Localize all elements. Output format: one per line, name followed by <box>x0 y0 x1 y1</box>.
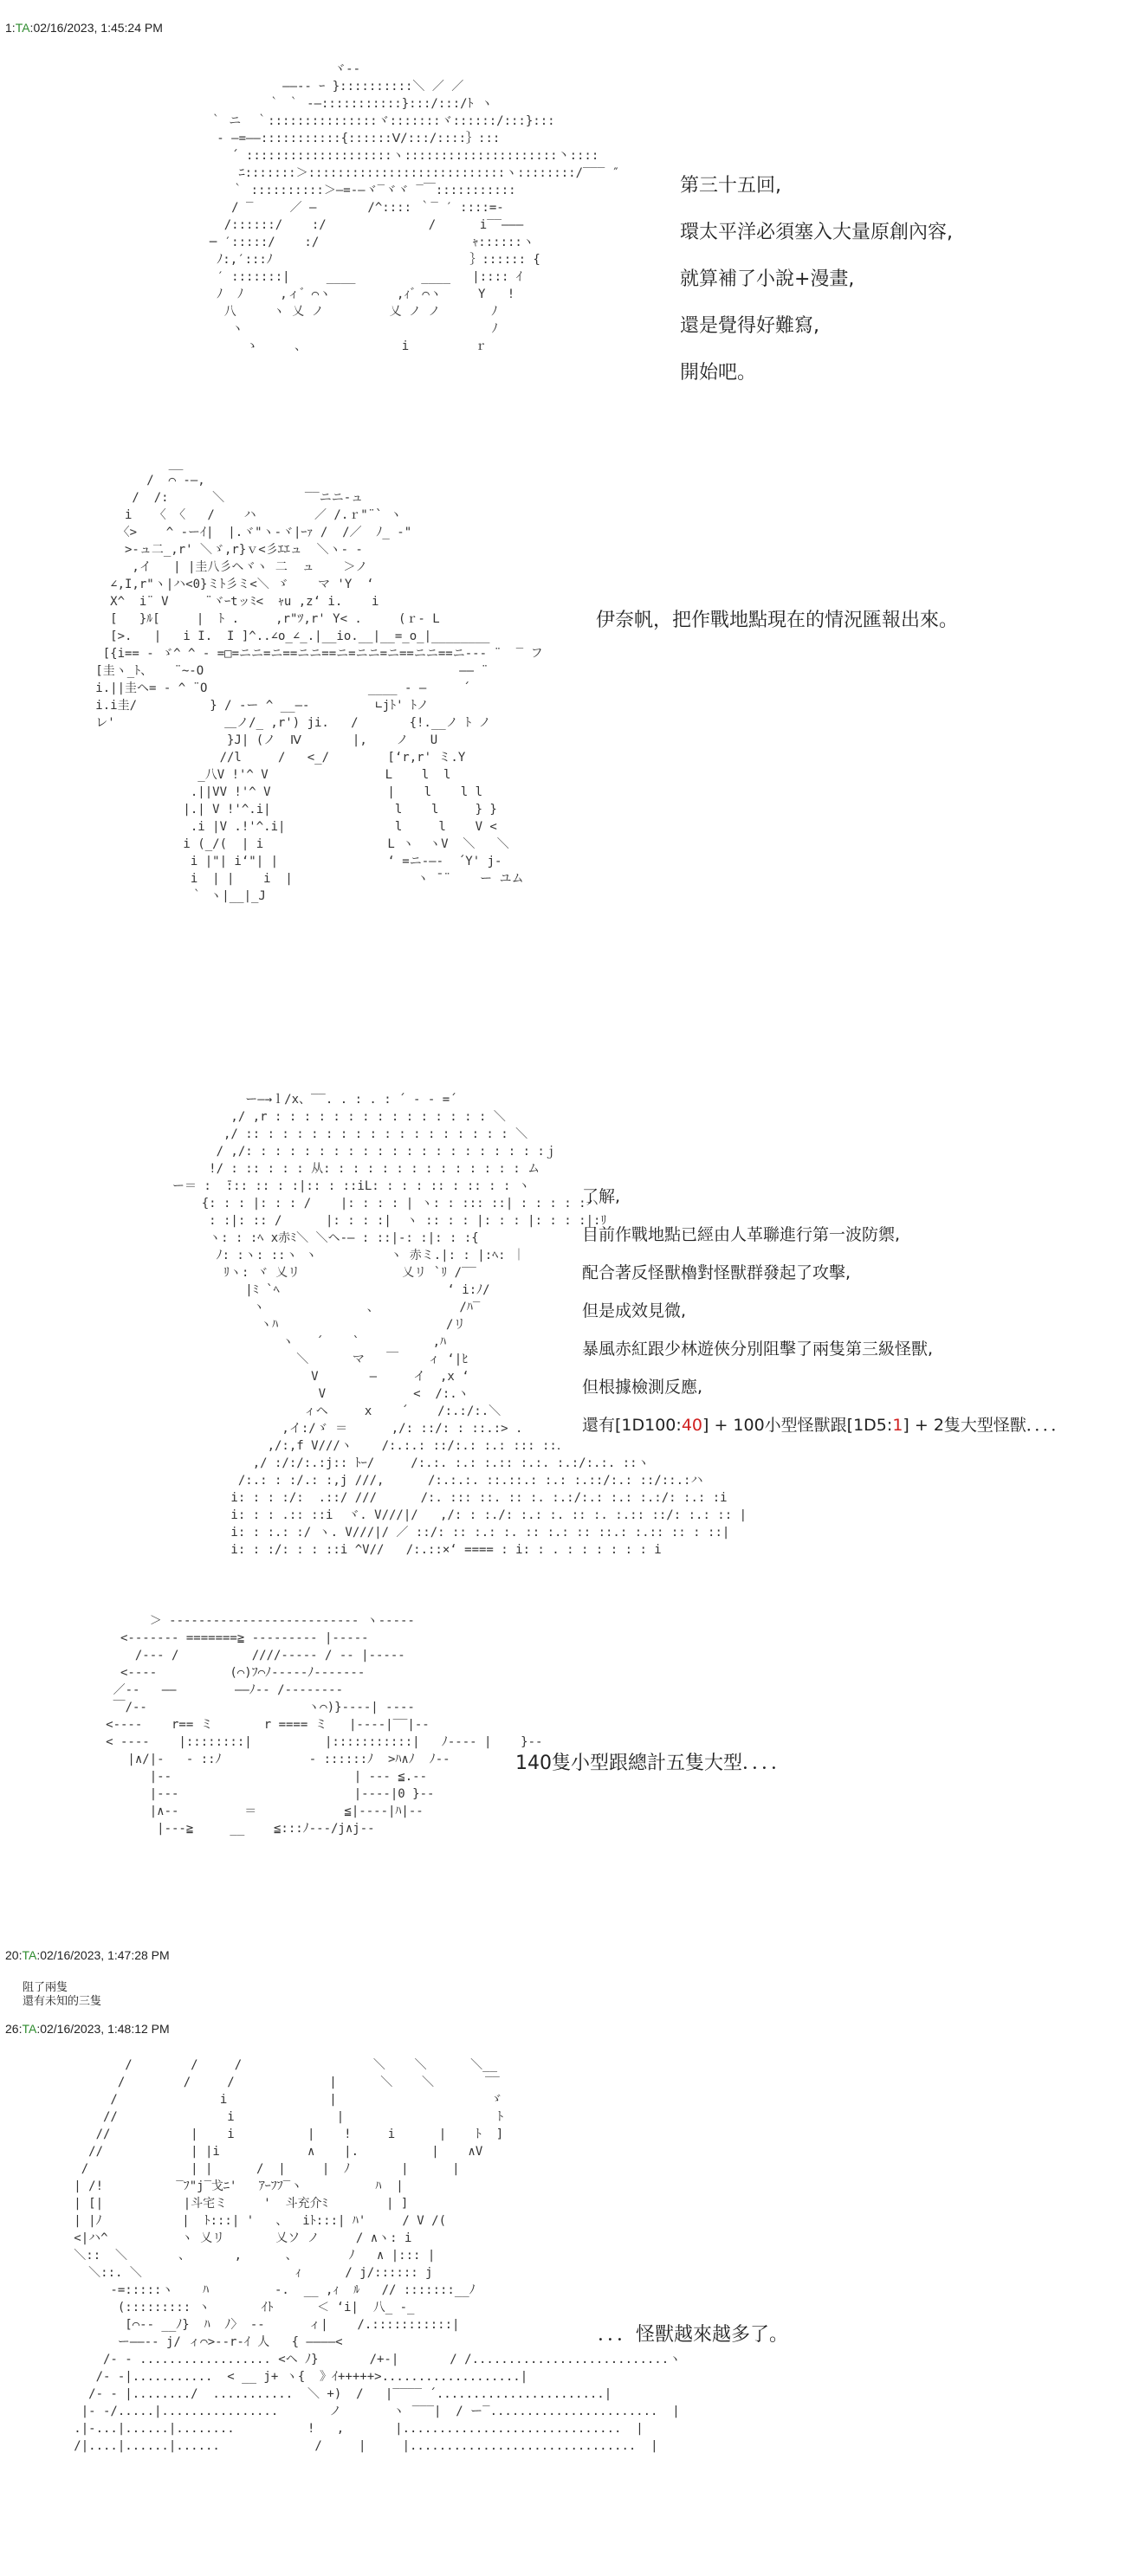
narration-block-4 <box>515 1740 790 1787</box>
ascii-art-dashed-face: ＞ -------------------------- ヽ----- <------- =======≧ --------- |----- /--- / ////----- / -- |----- <---- (⌒)ﾌ⌒ﾉ-----ﾉ------- ／-- ―― ――ﾉ-- /-------- ￣/-- ヽ⌒)}----| ---- <---- r== ミ r ==== ミ |----|‾‾|-- < ---- |::::::::| |:::::::::::| ﾉ---- | }-- |∧/|- ‐ ::ﾉ ‐ ::::::ﾉ >ﾊ∧ﾉ ﾉ-- |-- | --- ≦.-- |--- |----|0 }-- |∧-- ＝ ≦|----|ﾊ|-- |---≧ __ ≦:::ﾉ---/j∧j-- <box>106 1614 543 1836</box>
narration-block-1 <box>680 163 953 397</box>
poster-name[interactable]: TA <box>15 21 30 35</box>
ascii-art-dotted-character: ー―→ｌ/x、‾‾. . : . : ´ - - =´ ,/ ,r : : : : : : : : : : : : : : : ＼ ,/ :: : : : : : : : : : : : : : : : : : ＼ / ,/: : : : : : : : : : : : : : : : : : : : :ｊ !/ : :: : : : 从: : : : : : : : : : : : : : ム ー＝ : ̄::: :: : :|:: : ::iL: : : : :: : :: : : ヽ {: : : |: : : / |: : : : | ヽ: : ::: ::| : : : : :ハ : :|: :: / |: : : :| ヽ :: : : |: : : |: : : :|:ﾘ ヽ: : :ﾍ x赤ﾐ＼ ＼ヘ‐― : ::|‐: :|: : :{ ﾉ: :ヽ: ::ヽ ヽ ヽ 赤ミ.|: : |:ﾍ: ｜ ﾘヽ: ヾ 乂リ 乂リ `ﾘ /‾‾ |ﾐ `ﾍ ‘ i:ﾉ/ ヽ 、 /ﾊ‾ ヽﾊ /リ ヽ ´ ` ,ﾊ ＼ マ ￣ ィ ‘|ﾋ V ― イ ,x ‘ V < /:.ヽ ィヘ x ´ /:.:/:.＼ ,イ:/ゞ ＝ ,/: ::/: : ::.:> . ,/:,f V///ヽ /:.:.: ::/:.: :.: ::: ::． ,/ :/:/:.:j:: ﾄｰ/ /:.:. :.: :.:: :.:. :.:/:.:. ::ヽ /:.: : :/.: :,j ///, /:.:.:. ::.::.: :.: :.::/:.: ::/::.:ハ i: : : :/: .::/ /// /:. ::: ::. :: :. :.:/:.: :.: :.:/: :.: :i i: : : .:: ::i ヾ. V///|/ ,/: : :./: :.: :. :: :. :.:: ::/: :.: :: | i: : :.: :/ ヽ. V///|/ ／ ::/: :: :.: :. :: :.: :: ::.: :.:: :: : ::| i: : :/: : : ::i ^V// /:.::×‘ ==== : i: : . : : : : : : i <box>172 1093 747 1557</box>
dice-text: 還有[1D100: <box>582 1416 682 1435</box>
ascii-art-rifle-character: __ / ⌒ ‐―, / /: ＼ ‾‾ニニ-ュ i 〈 〈 / ハ ／ /.ｒ"¨` ヽ 〈> ^ ‐ーｲ| |.ヾ"ヽ‐ヾ|ｰｧ / /／ ﾉ_ ‐" >-ュ二_,r' ＼ゞ,r}ｖ<彡ｴｴュ ＼ヽ- ‐ ,イ | |圭八彡ヘヾヽ 二 ュ ＞ノ ∠,I,r"ヽ|ハ<0}ミﾄ彡ミ<＼ ゞ マ 'Y ‘ X^ i¨ V ¨ヾｰtッﾐ< ｬu ,z‘ i. i [ }ﾙ[ | ﾄ . ,r"ﾂ,r' Y< . (ｒ- L [>. | i I. I ]^..∠o_∠_.|__io.__|__=_o_|________ [{i== ‐ ゞ^ ^ ‐ =□=ニニ=ニ==ニニ==ニ=ニニ=ニ==ニニ==ニ--- ¨ ‾ フ [圭ヽ_ﾄ、 ¨~-O ―― ¨ i.||圭ヘ= ‐ ^ ¨O ____ ‐ ― ´ i.i圭/ } / ‐ー ^ __―‐ ∟jﾄ' ﾄノ レ' ＿ノ/_ ,r') ji. / {!.__ノ ﾄ ノ }J| (ノ Ⅳ |, ノ U //l / <_/ [‘r,r' ミ.Y _八V !'^ V L l l .||VV !'^ V | l l l |.| V !'^.i| l l } } .i |V .!'^.i| l l V < i (_/( | i L ヽ ヽV ＼ ＼ i |"| i‘"| | ‘ =ニ‐―‐ ´Y' j‐ i | | i | ヽ ̄ ¨ ー ユム ｀ ヽ|__|_J <box>95 456 543 903</box>
post-header-1: 1:TA:02/16/2023, 1:45:24 PM <box>5 21 163 35</box>
dice-text: ] + 2隻大型怪獸．．．． <box>903 1416 1068 1435</box>
reply-line: 還有未知的三隻 <box>23 1995 102 2008</box>
post-header-20: 20:TA:02/16/2023, 1:47:28 PM <box>5 1948 170 1962</box>
post-20-body <box>23 1981 101 2009</box>
reply-line: 阻了兩隻 <box>23 1981 68 1994</box>
post-timestamp: 02/16/2023, 1:47:28 PM <box>40 1948 170 1962</box>
ascii-art-face-1: ヾ-- ――-- ｰ }::::::::::＼ ／ ／ ｀ ｀ -―:::::::::::}:::/:::/ﾄ ヽ ｀ ニ ｀:::::::::::::::ヾ:::::::ヾ::::::/:::}::: ‐ ―=――:::::::::::{::::::Ⅴ/:::/::::｝::: ´ ::::::::::::::::::::ヽ:::::::::::::::::::::丶:::: ﾆ:::::::＞:::::::::::::::::::::::::::ヽ::::::::/‾‾‾ ″ ｀ ::::::::::＞―=‐―ヾ‾ヾヾ ‾￣::::::::::: / ‾ ／ ― /^:::: ｀‾ ′ ::::=- /::::::/ :/ / i‾‾――― ─ ′:::::/ :/ ｬ::::::ヽ ﾉ:,′:::ﾉ ｝:::::: { ′ :::::::| ____ ____ |:::: ｲ ﾉ ﾉ ,ィ゛⌒ヽ ,ｨ゛⌒ヽ Y ! 八 ヽ 乂 ノ 乂 ノ ノ ﾉ ヽ ﾉ ゝ 、 i ｒ <box>209 62 620 353</box>
post-timestamp: 02/16/2023, 1:45:24 PM <box>33 21 163 35</box>
narration-line: 但是成效見微, <box>582 1301 687 1320</box>
poster-name[interactable]: TA <box>22 1948 37 1962</box>
narration-line: 了解, <box>582 1187 621 1206</box>
narration-line: 伊奈帆，把作戰地點現在的情況匯報出來。 <box>596 610 959 631</box>
post-number: 20 <box>5 1948 19 1962</box>
narration-line: 140隻小型跟總計五隻大型．．．． <box>515 1753 790 1774</box>
narration-line: 配合著反怪獸櫓對怪獸群發起了攻擊, <box>582 1263 851 1282</box>
post-header-26: 26:TA:02/16/2023, 1:48:12 PM <box>5 2022 170 2036</box>
narration-line: 但根據檢測反應, <box>582 1378 703 1397</box>
post-number: 1 <box>5 21 12 35</box>
narration-line-dice <box>582 1406 1067 1444</box>
poster-name[interactable]: TA <box>22 2022 37 2036</box>
narration-line: 還是覺得好難寫, <box>680 315 819 337</box>
narration-block-5 <box>598 2312 788 2359</box>
narration-line: 第三十五回, <box>680 175 781 197</box>
narration-line: 開始吧。 <box>680 362 757 384</box>
dice-result-2: 1 <box>892 1416 903 1435</box>
narration-line: 環太平洋必須塞入大量原創內容, <box>680 222 953 243</box>
narration-line: ．．．怪獸越來越多了。 <box>598 2324 789 2346</box>
narration-block-2 <box>596 597 958 644</box>
post-timestamp: 02/16/2023, 1:48:12 PM <box>40 2022 170 2036</box>
narration-line: 目前作戰地點已經由人革聯進行第一波防禦, <box>582 1225 901 1244</box>
dice-text: ] + 100小型怪獸跟[1D5: <box>702 1416 893 1435</box>
post-number: 26 <box>5 2022 19 2036</box>
dice-result-1: 40 <box>681 1416 702 1435</box>
narration-line: 就算補了小說+漫畫, <box>680 268 855 290</box>
narration-block-3 <box>582 1178 1067 1444</box>
ascii-art-two-characters: / / / ＼ ＼ ＼__ / / / | ＼ ＼ ‾‾ / i | ゞ // i | ﾄ // | i | ! i | ﾄ ] // | |i ∧ |. | ∧V / | | / | | ﾉ | | | /! ‾ﾌ"j‾戈ﾆ' ｱｰﾌﾌ‾ヽ ﾊ | | [| |斗宅ミ ' 斗充介ﾐ | ] | |ﾉ | ﾄ:::| ' 、 iﾄ:::| ﾊ' / V /( <|ハ^ ヽ 乂リ 乂ソ ノ / ∧ヽ: i ＼:: ＼ 、 , 、 ﾉ ∧ |::: | ＼::. ＼ ｨ / j/:::::: j ‐=:::::ヽ ﾊ ‐. __ ,ｨ ﾙ // :::::::__ﾉ (::::::::: ヽ ｲﾄ ＜ ‘i| 八_ ‐_ [⌒-- __ﾉ} ﾊ ﾉ〉 -- ィ| /.:::::::::::| ー――-- j/ ィ⌒>--r-ｲ 人 { ――――< /‐ ‐ .................. <ヘ ﾉ} /+‐| / /...........................ヽ /‐ ‐|........... < __ j+ ヽ{ 》ｲ+++++>...................| /‐ ‐ |......../ ........... ＼ +) / |‾‾‾‾ ´.......................| |‐ ‐/.....|................ ノ ヽ ‾‾‾| / ー‾....................... | .|‐...|......|........ ! , |.............................. | /|....|......|...... / | |............................... | <box>74 2058 682 2453</box>
narration-line: 暴風赤紅跟少林遊俠分別阻擊了兩隻第三級怪獸, <box>582 1340 934 1359</box>
